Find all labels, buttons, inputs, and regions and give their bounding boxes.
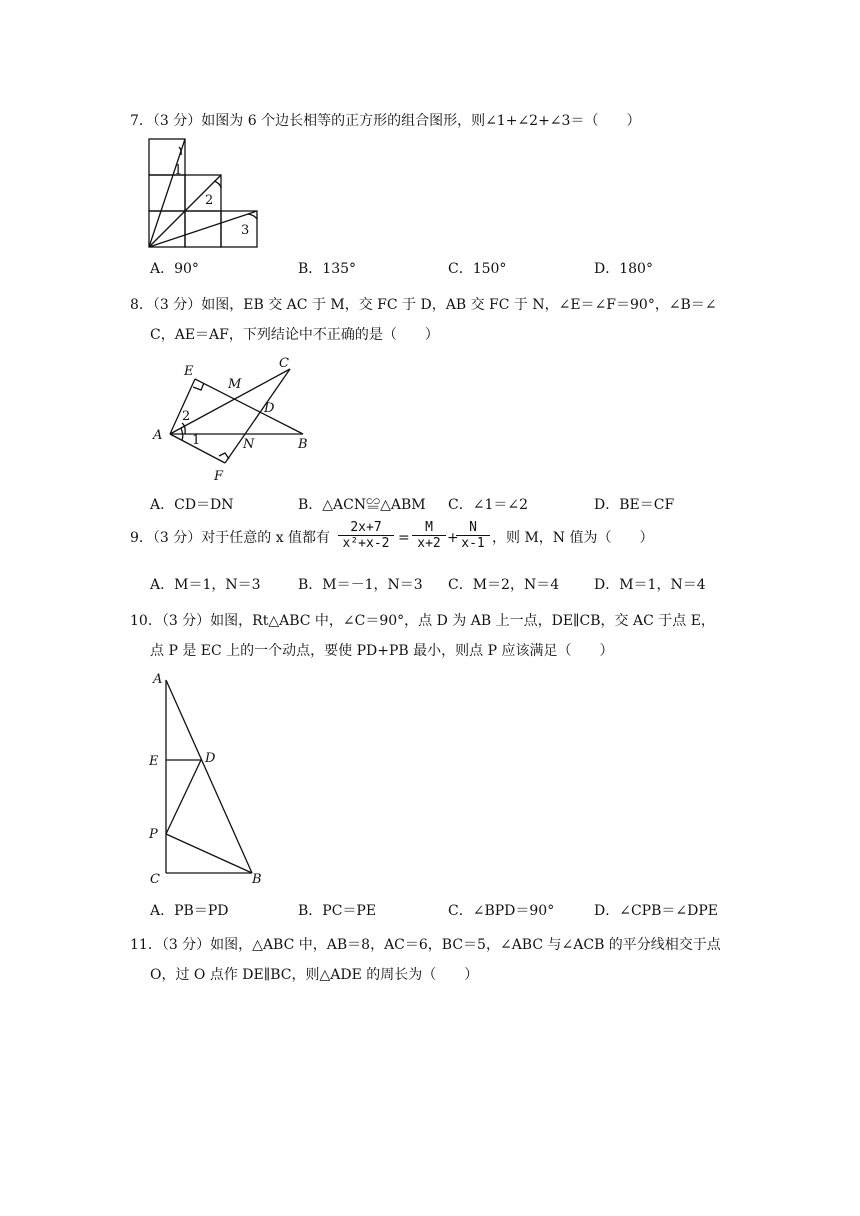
q7-option-b[interactable]: B．135° (298, 261, 357, 277)
q11-stem-line2: O，过 O 点作 DE∥BC，则△ADE 的周长为（ ） (150, 967, 479, 983)
q7-option-c[interactable]: C．150° (448, 261, 507, 277)
q10-stem-line1: 10．（3 分）如图，Rt△ABC 中，∠C＝90°，点 D 为 AB 上一点，DE∥CB，交 AC 于点 E， (130, 613, 715, 629)
angle-1-label: 1 (192, 433, 201, 448)
point-d-label: D (205, 751, 216, 766)
q9-frac3-numerator: N (456, 520, 490, 536)
q8-stem-line2: C，AE＝AF，下列结论中不正确的是（ ） (150, 327, 439, 343)
q8-option-a[interactable]: A．CD＝DN (150, 497, 234, 513)
point-c-label: C (150, 872, 160, 887)
q9-stem-post: ，则 M，N 值为（ ） (492, 530, 654, 546)
q10-option-a[interactable]: A．PB＝PD (150, 903, 229, 919)
point-n-label: N (243, 437, 255, 452)
point-p-label: P (149, 827, 158, 842)
q10-option-d[interactable]: D．∠CPB＝∠DPE (594, 903, 718, 919)
q7-option-d[interactable]: D．180° (594, 261, 653, 277)
q8-option-b[interactable]: B．△ACN≌△ABM (298, 497, 426, 513)
q9-equals: = (398, 530, 410, 546)
q9-option-d[interactable]: D．M＝1，N＝4 (594, 577, 706, 593)
q7-option-a[interactable]: A．90° (150, 261, 199, 277)
q9-plus: + (447, 530, 459, 546)
q7-stem: 7．（3 分）如图为 6 个边长相等的正方形的组合图形，则∠1+∠2+∠3＝（ ） (130, 113, 641, 129)
q9-fraction-lhs (338, 520, 394, 551)
q9-fraction-n (456, 520, 490, 551)
q8-figure (148, 350, 318, 490)
q9-fraction-m (412, 520, 446, 551)
angle-3-label: 3 (241, 223, 250, 238)
q11-stem-line1: 11．（3 分）如图，△ABC 中，AB＝8，AC＝6，BC＝5，∠ABC 与∠ACB 的平分线相交于点 (130, 937, 721, 953)
q8-option-c[interactable]: C．∠1＝∠2 (448, 497, 528, 513)
q7-figure (148, 138, 263, 250)
point-e-label: E (184, 364, 194, 379)
point-e-label: E (149, 754, 159, 769)
point-f-label: F (214, 469, 224, 484)
q8-option-d[interactable]: D．BE＝CF (594, 497, 675, 513)
q9-option-b[interactable]: B．M＝－1，N＝3 (298, 577, 423, 593)
q10-stem-line2: 点 P 是 EC 上的一个动点，要使 PD+PB 最小，则点 P 应该满足（ ） (150, 643, 614, 659)
q8-stem-line1: 8．（3 分）如图，EB 交 AC 于 M，交 FC 于 D，AB 交 FC 于 N，∠E＝∠F＝90°，∠B＝∠ (130, 297, 717, 313)
point-d-label: D (264, 401, 275, 416)
q10-option-b[interactable]: B．PC＝PE (298, 903, 377, 919)
angle-2-label: 2 (182, 409, 191, 424)
q9-stem-pre: 9．（3 分）对于任意的 x 值都有 (130, 530, 331, 546)
q9-frac1-denominator: x²+x-2 (342, 536, 390, 551)
q10-option-c[interactable]: C．∠BPD＝90° (448, 903, 555, 919)
angle-2-label: 2 (205, 193, 214, 208)
q10-figure (148, 670, 268, 890)
q9-frac1-numerator: 2x+7 (338, 520, 394, 536)
q9-frac2-numerator: M (412, 520, 446, 536)
point-b-label: B (298, 437, 308, 452)
point-c-label: C (279, 356, 289, 371)
q9-option-a[interactable]: A．M＝1，N＝3 (150, 577, 261, 593)
point-b-label: B (252, 872, 262, 887)
point-m-label: M (228, 377, 242, 392)
point-a-label: A (153, 428, 163, 443)
point-a-label: A (153, 672, 163, 687)
angle-1-label: 1 (174, 163, 183, 178)
q9-frac2-denominator: x+2 (417, 536, 441, 551)
q9-option-c[interactable]: C．M＝2，N＝4 (448, 577, 560, 593)
q9-frac3-denominator: x-1 (461, 536, 485, 551)
